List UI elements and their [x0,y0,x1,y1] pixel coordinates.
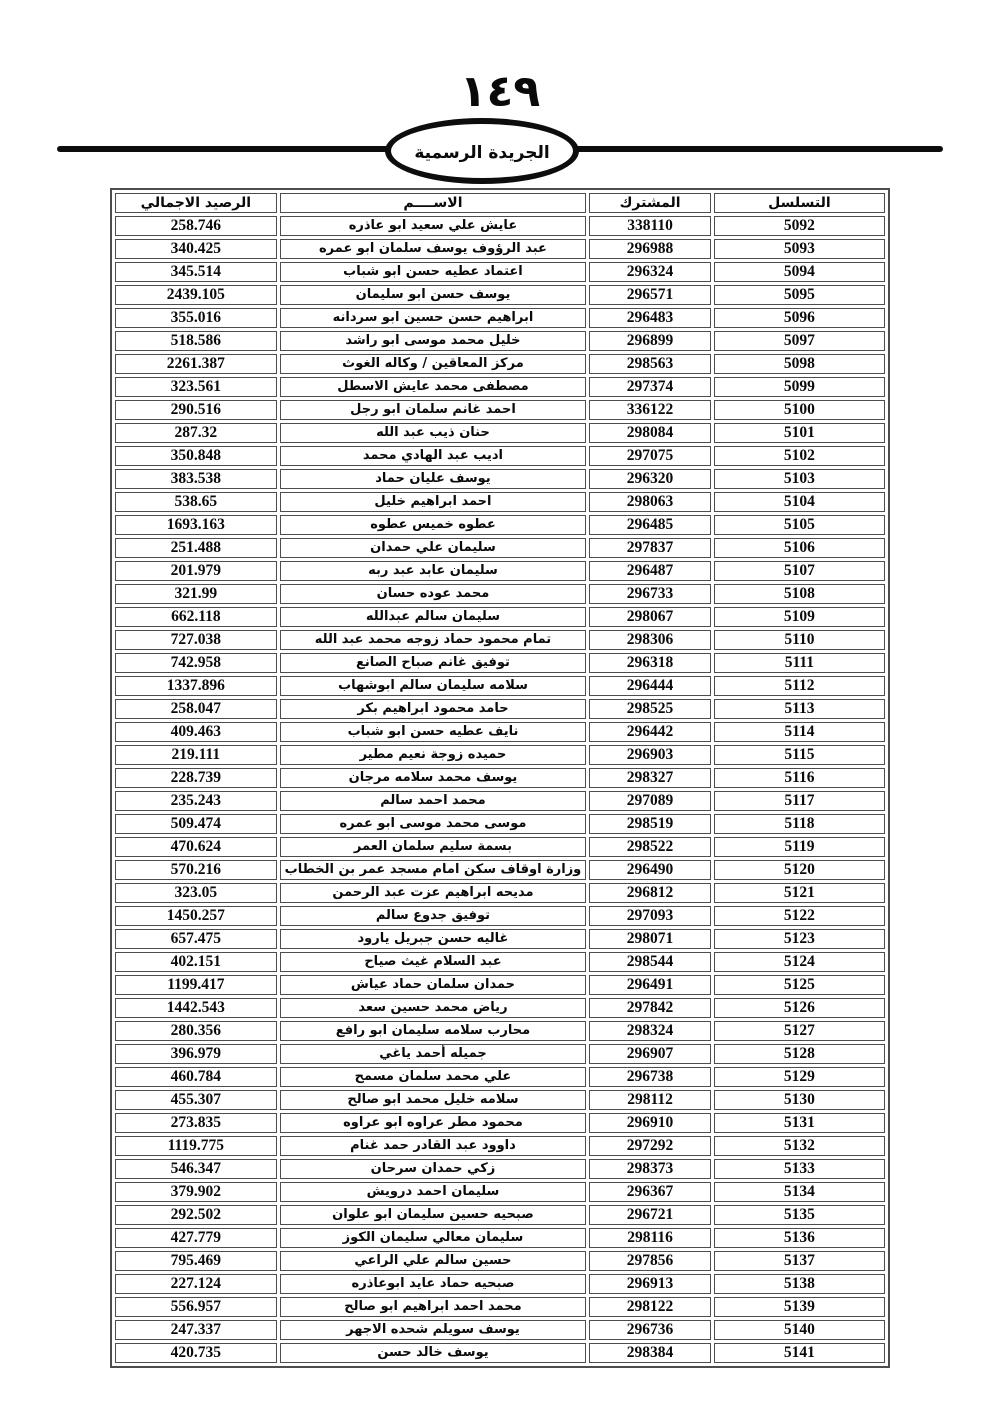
table-row [115,538,885,558]
table-row [115,1205,885,1225]
subscriber-cell: 297842 [589,998,711,1018]
name-cell: توفيق جدوع سالم [280,906,587,926]
table-row [115,1044,885,1064]
name-cell: عبد الرؤوف يوسف سلمان ابو عمره [280,239,587,259]
serial-cell: 5115 [714,745,885,765]
balance-cell: 258.746 [115,216,277,236]
name-cell: احمد ابراهيم خليل [280,492,587,512]
serial-cell: 5129 [714,1067,885,1087]
balance-cell: 323.561 [115,377,277,397]
balance-cell: 455.307 [115,1090,277,1110]
table-row [115,308,885,328]
table-row [115,561,885,581]
subscriber-cell: 296899 [589,331,711,351]
balance-cell: 350.848 [115,446,277,466]
name-cell: بسمة سليم سلمان العمر [280,837,587,857]
subscriber-cell: 296733 [589,584,711,604]
serial-cell: 5107 [714,561,885,581]
balance-cell: 323.05 [115,883,277,903]
subscriber-cell: 297093 [589,906,711,926]
serial-cell: 5119 [714,837,885,857]
name-cell: سليمان علي حمدان [280,538,587,558]
table-row [115,1274,885,1294]
subscriber-cell: 298324 [589,1021,711,1041]
balance-cell: 427.779 [115,1228,277,1248]
header-balance: الرصيد الاجمالي [115,193,277,213]
serial-cell: 5095 [714,285,885,305]
name-cell: عبد السلام غيث صياح [280,952,587,972]
table-row [115,262,885,282]
name-cell: يوسف حسن ابو سليمان [280,285,587,305]
subscriber-cell: 298522 [589,837,711,857]
name-cell: محمود مطر عراوه ابو عراوه [280,1113,587,1133]
balance-cell: 247.337 [115,1320,277,1340]
name-cell: حنان ذيب عبد الله [280,423,587,443]
name-cell: سلامه سليمان سالم ابوشهاب [280,676,587,696]
balance-cell: 509.474 [115,814,277,834]
serial-cell: 5108 [714,584,885,604]
name-cell: مصطفى محمد عايش الاسطل [280,377,587,397]
name-cell: صبحيه حماد عايد ابوعاذره [280,1274,587,1294]
subscriber-cell: 298071 [589,929,711,949]
table-row [115,745,885,765]
table-row [115,1320,885,1340]
subscriber-cell: 297856 [589,1251,711,1271]
balance-cell: 518.586 [115,331,277,351]
subscriber-cell: 298525 [589,699,711,719]
subscriber-cell: 298112 [589,1090,711,1110]
serial-cell: 5140 [714,1320,885,1340]
balance-cell: 1693.163 [115,515,277,535]
subscriber-cell: 296907 [589,1044,711,1064]
header-serial: التسلسل [714,193,885,213]
balance-cell: 379.902 [115,1182,277,1202]
subscriber-cell: 296913 [589,1274,711,1294]
balance-cell: 570.216 [115,860,277,880]
serial-cell: 5104 [714,492,885,512]
header-name: الاســــم [280,193,587,213]
balance-cell: 662.118 [115,607,277,627]
subscriber-cell: 296491 [589,975,711,995]
header-subscriber: المشترك [589,193,711,213]
balance-cell: 340.425 [115,239,277,259]
subscriber-cell: 296367 [589,1182,711,1202]
balance-cell: 251.488 [115,538,277,558]
serial-cell: 5109 [714,607,885,627]
balance-cell: 460.784 [115,1067,277,1087]
subscriber-cell: 296812 [589,883,711,903]
table-row [115,354,885,374]
subscriber-cell: 297292 [589,1136,711,1156]
serial-cell: 5094 [714,262,885,282]
subscriber-cell: 296320 [589,469,711,489]
table-row [115,1021,885,1041]
serial-cell: 5138 [714,1274,885,1294]
table-row [115,814,885,834]
balance-cell: 1199.417 [115,975,277,995]
balance-cell: 292.502 [115,1205,277,1225]
table-row [115,1113,885,1133]
serial-cell: 5102 [714,446,885,466]
serial-cell: 5098 [714,354,885,374]
subscriber-cell: 296487 [589,561,711,581]
subscriber-cell: 298327 [589,768,711,788]
table-header-row [115,193,885,213]
balance-cell: 201.979 [115,561,277,581]
table-row [115,1067,885,1087]
subscriber-cell: 297374 [589,377,711,397]
balance-cell: 727.038 [115,630,277,650]
balance-cell: 235.243 [115,791,277,811]
name-cell: يوسف محمد سلامه مرجان [280,768,587,788]
serial-cell: 5099 [714,377,885,397]
serial-cell: 5110 [714,630,885,650]
serial-cell: 5113 [714,699,885,719]
table-row [115,584,885,604]
subscriber-cell: 298306 [589,630,711,650]
name-cell: علي محمد سلمان مسمح [280,1067,587,1087]
serial-cell: 5134 [714,1182,885,1202]
serial-cell: 5121 [714,883,885,903]
balance-cell: 396.979 [115,1044,277,1064]
subscriber-cell: 298116 [589,1228,711,1248]
serial-cell: 5137 [714,1251,885,1271]
balance-cell: 228.739 [115,768,277,788]
serial-cell: 5141 [714,1343,885,1363]
balance-cell: 383.538 [115,469,277,489]
serial-cell: 5130 [714,1090,885,1110]
subscriber-cell: 296318 [589,653,711,673]
table-row [115,768,885,788]
name-cell: محارب سلامه سليمان ابو رافع [280,1021,587,1041]
name-cell: سلامه خليل محمد ابو صالح [280,1090,587,1110]
name-cell: عايش علي سعيد ابو عاذره [280,216,587,236]
table-row [115,791,885,811]
name-cell: داوود عبد القادر حمد غنام [280,1136,587,1156]
subscriber-cell: 296444 [589,676,711,696]
subscriber-cell: 298084 [589,423,711,443]
serial-cell: 5116 [714,768,885,788]
balance-cell: 280.356 [115,1021,277,1041]
name-cell: توفيق غانم صباح الصانع [280,653,587,673]
serial-cell: 5092 [714,216,885,236]
name-cell: وزارة اوقاف سكن امام مسجد عمر بن الخطاب [280,860,587,880]
name-cell: محمد عوده حسان [280,584,587,604]
subscriber-cell: 298519 [589,814,711,834]
table-row [115,1136,885,1156]
serial-cell: 5123 [714,929,885,949]
serial-cell: 5132 [714,1136,885,1156]
name-cell: زكي حمدان سرحان [280,1159,587,1179]
table-row [115,492,885,512]
serial-cell: 5101 [714,423,885,443]
table-row [115,216,885,236]
name-cell: غاليه حسن جبريل يارود [280,929,587,949]
subscriber-cell: 297089 [589,791,711,811]
table-row [115,239,885,259]
subscriber-cell: 296903 [589,745,711,765]
subscriber-cell: 296442 [589,722,711,742]
balance-cell: 470.624 [115,837,277,857]
name-cell: يوسف خالد حسن [280,1343,587,1363]
serial-cell: 5100 [714,400,885,420]
serial-cell: 5128 [714,1044,885,1064]
balance-cell: 321.99 [115,584,277,604]
serial-cell: 5127 [714,1021,885,1041]
name-cell: سليمان معالي سليمان الكوز [280,1228,587,1248]
table-row [115,423,885,443]
balance-cell: 1337.896 [115,676,277,696]
subscriber-cell: 296721 [589,1205,711,1225]
table-row [115,952,885,972]
table-row [115,906,885,926]
balance-cell: 420.735 [115,1343,277,1363]
subscriber-cell: 296483 [589,308,711,328]
table-row [115,400,885,420]
subscriber-cell: 296485 [589,515,711,535]
subscriber-cell: 297837 [589,538,711,558]
table-row [115,699,885,719]
table-row [115,837,885,857]
serial-cell: 5106 [714,538,885,558]
subscriber-cell: 296738 [589,1067,711,1087]
table-row [115,653,885,673]
table-body [115,216,885,1363]
subscriber-cell: 296490 [589,860,711,880]
subscribers-table [110,188,890,1368]
serial-cell: 5120 [714,860,885,880]
name-cell: تمام محمود حماد زوجه محمد عبد الله [280,630,587,650]
name-cell: احمد غانم سلمان ابو رجل [280,400,587,420]
table-row [115,860,885,880]
table-row [115,469,885,489]
name-cell: يوسف سويلم شحده الاجهر [280,1320,587,1340]
serial-cell: 5131 [714,1113,885,1133]
name-cell: محمد احمد ابراهيم ابو صالح [280,1297,587,1317]
subscriber-cell: 336122 [589,400,711,420]
serial-cell: 5093 [714,239,885,259]
serial-cell: 5126 [714,998,885,1018]
balance-cell: 657.475 [115,929,277,949]
table-row [115,929,885,949]
balance-cell: 742.958 [115,653,277,673]
subscriber-cell: 298544 [589,952,711,972]
serial-cell: 5097 [714,331,885,351]
table-row [115,630,885,650]
table-row [115,1159,885,1179]
subscriber-cell: 338110 [589,216,711,236]
table-row [115,285,885,305]
balance-cell: 2439.105 [115,285,277,305]
serial-cell: 5122 [714,906,885,926]
name-cell: ابراهيم حسن حسين ابو سردانه [280,308,587,328]
name-cell: حسين سالم علي الراعي [280,1251,587,1271]
subscriber-cell: 298063 [589,492,711,512]
table-row [115,722,885,742]
name-cell: رياض محمد حسين سعد [280,998,587,1018]
serial-cell: 5125 [714,975,885,995]
table-row [115,377,885,397]
name-cell: سليمان احمد درويش [280,1182,587,1202]
balance-cell: 287.32 [115,423,277,443]
name-cell: صبحيه حسين سليمان ابو علوان [280,1205,587,1225]
serial-cell: 5112 [714,676,885,696]
serial-cell: 5133 [714,1159,885,1179]
gazette-banner-oval [385,118,579,184]
subscriber-cell: 297075 [589,446,711,466]
balance-cell: 2261.387 [115,354,277,374]
name-cell: جميله أحمد ياغي [280,1044,587,1064]
name-cell: حميده زوجة نعيم مطير [280,745,587,765]
balance-cell: 345.514 [115,262,277,282]
table-row [115,975,885,995]
table-row [115,883,885,903]
subscriber-cell: 296988 [589,239,711,259]
name-cell: حمدان سلمان حماد عياش [280,975,587,995]
table-row [115,998,885,1018]
balance-cell: 227.124 [115,1274,277,1294]
table-row [115,1182,885,1202]
name-cell: نايف عطيه حسن ابو شباب [280,722,587,742]
serial-cell: 5111 [714,653,885,673]
name-cell: مركز المعاقين / وكاله الغوث [280,354,587,374]
balance-cell: 538.65 [115,492,277,512]
table-row [115,1090,885,1110]
subscriber-cell: 296324 [589,262,711,282]
serial-cell: 5114 [714,722,885,742]
table-row [115,607,885,627]
name-cell: اعتماد عطيه حسن ابو شباب [280,262,587,282]
serial-cell: 5124 [714,952,885,972]
table-row [115,676,885,696]
serial-cell: 5139 [714,1297,885,1317]
subscriber-cell: 298373 [589,1159,711,1179]
serial-cell: 5136 [714,1228,885,1248]
serial-cell: 5105 [714,515,885,535]
balance-cell: 409.463 [115,722,277,742]
table-row [115,1251,885,1271]
name-cell: سليمان سالم عبدالله [280,607,587,627]
name-cell: محمد احمد سالم [280,791,587,811]
table-row [115,1343,885,1363]
balance-cell: 546.347 [115,1159,277,1179]
subscriber-cell: 298067 [589,607,711,627]
balance-cell: 1119.775 [115,1136,277,1156]
name-cell: سليمان عابد عبد ربه [280,561,587,581]
name-cell: اديب عبد الهادي محمد [280,446,587,466]
name-cell: موسى محمد موسى ابو عمره [280,814,587,834]
subscriber-cell: 298384 [589,1343,711,1363]
table-row [115,1297,885,1317]
serial-cell: 5103 [714,469,885,489]
balance-cell: 355.016 [115,308,277,328]
name-cell: حامد محمود ابراهيم بكر [280,699,587,719]
subscriber-cell: 296910 [589,1113,711,1133]
balance-cell: 402.151 [115,952,277,972]
serial-cell: 5135 [714,1205,885,1225]
page-number: ١٤٩ [459,66,541,117]
balance-cell: 556.957 [115,1297,277,1317]
table-row [115,331,885,351]
serial-cell: 5117 [714,791,885,811]
table-row [115,1228,885,1248]
name-cell: عطوه خميس عطوه [280,515,587,535]
subscriber-cell: 298122 [589,1297,711,1317]
balance-cell: 273.835 [115,1113,277,1133]
balance-cell: 1442.543 [115,998,277,1018]
table-row [115,515,885,535]
serial-cell: 5118 [714,814,885,834]
table-row [115,446,885,466]
subscriber-cell: 296571 [589,285,711,305]
balance-cell: 795.469 [115,1251,277,1271]
balance-cell: 290.516 [115,400,277,420]
name-cell: مديحه ابراهيم عزت عبد الرحمن [280,883,587,903]
name-cell: خليل محمد موسى ابو راشد [280,331,587,351]
gazette-banner-title: الجريدة الرسمية [414,143,550,163]
balance-cell: 219.111 [115,745,277,765]
balance-cell: 1450.257 [115,906,277,926]
balance-cell: 258.047 [115,699,277,719]
serial-cell: 5096 [714,308,885,328]
subscriber-cell: 298563 [589,354,711,374]
subscriber-cell: 296736 [589,1320,711,1340]
name-cell: يوسف عليان حماد [280,469,587,489]
